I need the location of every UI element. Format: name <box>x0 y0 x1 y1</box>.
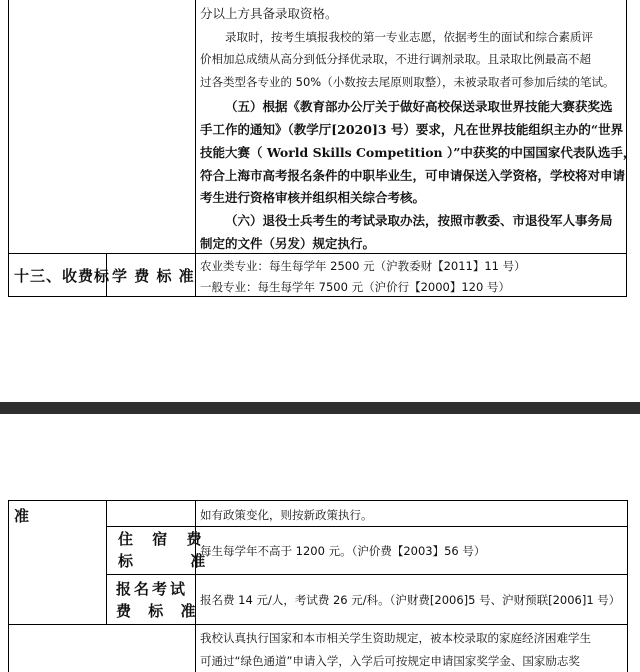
financial-aid-text: 可通过“绿色通道”申请入学，入学后可按规定申请国家奖学金、国家励志奖 <box>200 654 580 668</box>
tuition-line-general: 一般专业：每生每学年 7500 元（沪价行【2000】120 号） <box>200 280 510 294</box>
section-label-fees: 十三、收费标 <box>14 267 111 285</box>
financial-aid-text: 我校认真执行国家和本市相关学生资助规定，被本校录取的家庭经济困难学生 <box>200 631 591 645</box>
page-separator <box>0 402 640 414</box>
text-line: 分以上方具备录取资格。 <box>200 6 338 21</box>
exam-fee-label: 报名考试 <box>116 580 189 598</box>
text-line: 考生进行资格审核并组织相关综合考核。 <box>200 190 426 205</box>
tuition-label: 学 费 标 准 <box>112 267 195 285</box>
table-rule <box>8 624 628 625</box>
table-rule <box>106 526 628 527</box>
section-label-continued: 准 <box>14 507 31 525</box>
text-line: 制定的文件（另发）规定执行。 <box>200 236 376 251</box>
tuition-line-agri: 农业类专业：每生每学年 2500 元（沪教委财【2011】11 号） <box>200 259 526 273</box>
lodging-fee-label: 标 准 <box>118 552 232 570</box>
lodging-fee-label: 住 宿 费 <box>118 530 209 548</box>
text-line: 价相加总成绩从高分到低分择优录取，不进行调剂录取。且录取比例最高不超 <box>200 52 591 66</box>
text-line: 手工作的通知》（教学厅[2020]3 号）要求，凡在世界技能组织主办的“世界 <box>200 122 624 137</box>
table-rule <box>8 500 628 501</box>
exam-fee-label: 费 标 准 <box>116 602 202 620</box>
lodging-fee-text: 每生每学年不高于 1200 元。（沪价费【2003】56 号） <box>200 544 486 558</box>
text-line: （六）退役士兵考生的考试录取办法，按照市教委、市退役军人事务局 <box>225 213 613 228</box>
document-page-bottom <box>0 452 640 672</box>
table-border-left <box>8 500 9 672</box>
exam-fee-text: 报名费 14 元/人，考试费 26 元/科。（沪财费[2006]5 号、沪财预联[2006]1 号） <box>200 593 621 607</box>
table-divider <box>106 500 107 625</box>
text-line: 技能大赛（ World Skills Competition ）”中获奖的中国国家代表队选手， <box>200 145 636 160</box>
text-line: （五）根据《教育部办公厅关于做好高校保送录取世界技能大赛获奖选 <box>225 99 613 114</box>
table-rule <box>106 574 628 575</box>
document-page-top <box>0 0 640 298</box>
text-line: 录取时，按考生填报我校的第一专业志愿，依据考生的面试和综合素质评 <box>225 30 593 44</box>
text-line: 符合上海市高考报名条件的中职毕业生，可申请保送入学资格，学校将对申请 <box>200 168 626 183</box>
policy-note: 如有政策变化，则按新政策执行。 <box>200 508 373 522</box>
text-line: 过各类型各专业的 50%（小数按去尾原则取整），未被录取者可参加后续的笔试。 <box>200 75 615 89</box>
